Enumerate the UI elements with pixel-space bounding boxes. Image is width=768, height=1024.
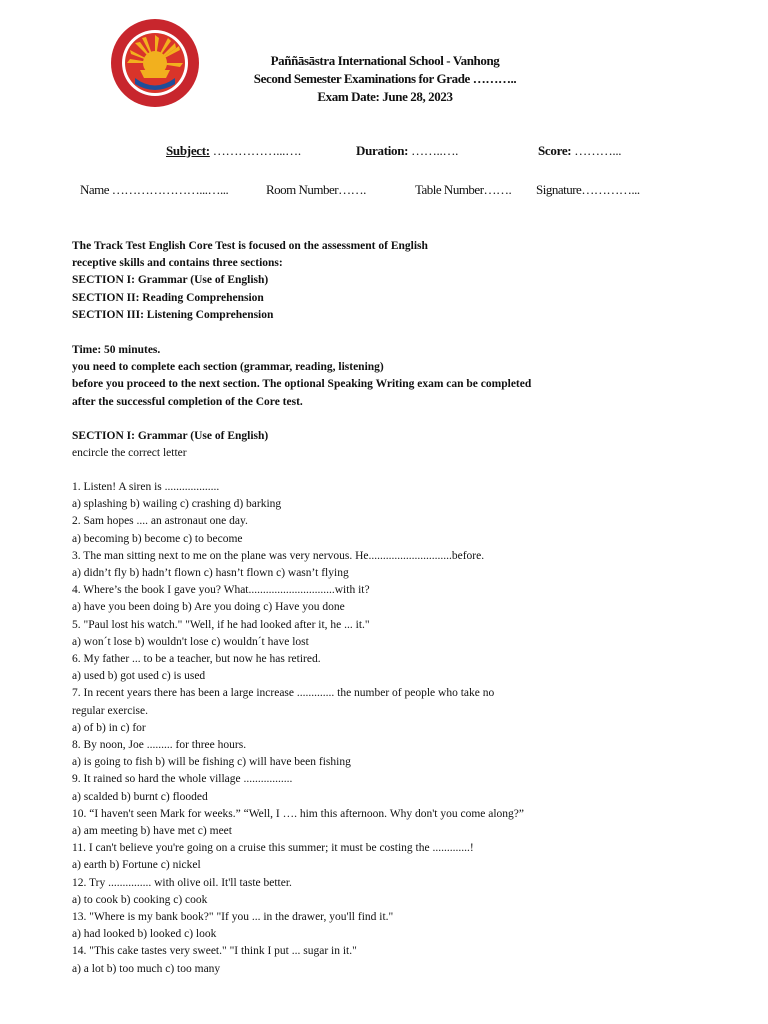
question-list <box>72 479 692 978</box>
answer-options: a) a lot b) too much c) too many <box>72 962 221 975</box>
answer-options: a) used b) got used c) is used <box>72 670 206 683</box>
question-line: 3. The man sitting next to me on the plane was very nervous. He.............................before. <box>72 549 485 562</box>
duration-blank: ……..…. <box>411 143 459 158</box>
section-instruction: encircle the correct letter <box>72 447 187 460</box>
subject-blank: ……………...…. <box>212 143 301 158</box>
question-line: 11. I can't believe you're going on a cruise this summer; it must be costing the .............! <box>72 842 474 855</box>
answer-options: a) have you been doing b) Are you doing c) Have you done <box>72 601 345 614</box>
room-number-field: Room Number……. <box>266 182 366 197</box>
section-list-item: SECTION III: Listening Comprehension <box>72 308 274 321</box>
section-title: SECTION I: Grammar (Use of English) <box>72 430 269 442</box>
table-number-field: Table Number……. <box>415 182 512 197</box>
section-list-item: SECTION II: Reading Comprehension <box>72 291 264 304</box>
time-line: before you proceed to the next section. The optional Speaking Writing exam can be completed <box>72 378 532 391</box>
answer-options: a) scalded b) burnt c) flooded <box>72 790 208 803</box>
intro-block <box>72 238 692 324</box>
question-line: 9. It rained so hard the whole village ................. <box>72 773 293 786</box>
answer-options: a) earth b) Fortune c) nickel <box>72 859 201 872</box>
score-field <box>538 143 621 159</box>
intro-line: receptive skills and contains three sections: <box>72 257 283 270</box>
answer-options: a) of b) in c) for <box>72 721 146 734</box>
duration-label: Duration: <box>356 143 409 158</box>
subject-label: Subject: <box>166 143 210 158</box>
question-line: 13. "Where is my bank book?" "If you ... in the drawer, you'll find it." <box>72 911 394 924</box>
question-line: 8. By noon, Joe ......... for three hours. <box>72 739 247 752</box>
question-line: 14. "This cake tastes very sweet." "I think I put ... sugar in it." <box>72 945 357 958</box>
signature-field: Signature…………... <box>536 182 640 197</box>
answer-options: a) won´t lose b) wouldn't lose c) wouldn´t have lost <box>72 635 309 648</box>
time-line: after the successful completion of the Core test. <box>72 395 303 408</box>
section-list-item: SECTION I: Grammar (Use of English) <box>72 274 269 287</box>
exam-date: Exam Date: June 28, 2023 <box>317 89 453 104</box>
time-line: you need to complete each section (grammar, reading, listening) <box>72 361 384 374</box>
question-line: 2. Sam hopes .... an astronaut one day. <box>72 515 248 528</box>
school-name: Paññāsāstra International School - Vanhong <box>270 53 500 68</box>
answer-options: a) is going to fish b) will be fishing c) will have been fishing <box>72 756 351 769</box>
score-blank: ………... <box>574 143 622 158</box>
answer-options: a) splashing b) wailing c) crashing d) barking <box>72 498 282 511</box>
question-line: 12. Try ............... with olive oil. It'll taste better. <box>72 876 292 889</box>
answer-options: a) becoming b) become c) to become <box>72 532 243 545</box>
question-line: 6. My father ... to be a teacher, but now he has retired. <box>72 653 321 666</box>
question-line: 4. Where’s the book I gave you? What..............................with it? <box>72 584 370 597</box>
time-block <box>72 342 692 411</box>
question-line: regular exercise. <box>72 704 148 717</box>
question-line: 7. In recent years there has been a large increase ............. the number of people who take no <box>72 687 495 700</box>
intro-line: The Track Test English Core Test is focused on the assessment of English <box>72 240 428 252</box>
score-label: Score: <box>538 143 572 158</box>
section-1 <box>72 428 692 462</box>
answer-options: a) am meeting b) have met c) meet <box>72 825 232 838</box>
answer-options: a) had looked b) looked c) look <box>72 928 217 941</box>
answer-options: a) didn’t fly b) hadn’t flown c) hasn’t flown c) wasn’t flying <box>72 567 349 580</box>
school-logo <box>110 18 200 108</box>
subject-field <box>166 143 301 159</box>
question-line: 10. “I haven't seen Mark for weeks.” “Well, I …. him this afternoon. Why don't you come along?” <box>72 807 525 820</box>
name-field: Name …………………...…... <box>80 182 229 197</box>
question-line: 1. Listen! A siren is ................... <box>72 481 220 493</box>
question-line: 5. "Paul lost his watch." "Well, if he had looked after it, he ... it." <box>72 618 370 631</box>
duration-field <box>356 143 458 159</box>
exam-title: Second Semester Examinations for Grade ……….. <box>253 71 517 86</box>
time-line: Time: 50 minutes. <box>72 344 161 356</box>
answer-options: a) to cook b) cooking c) cook <box>72 893 208 906</box>
